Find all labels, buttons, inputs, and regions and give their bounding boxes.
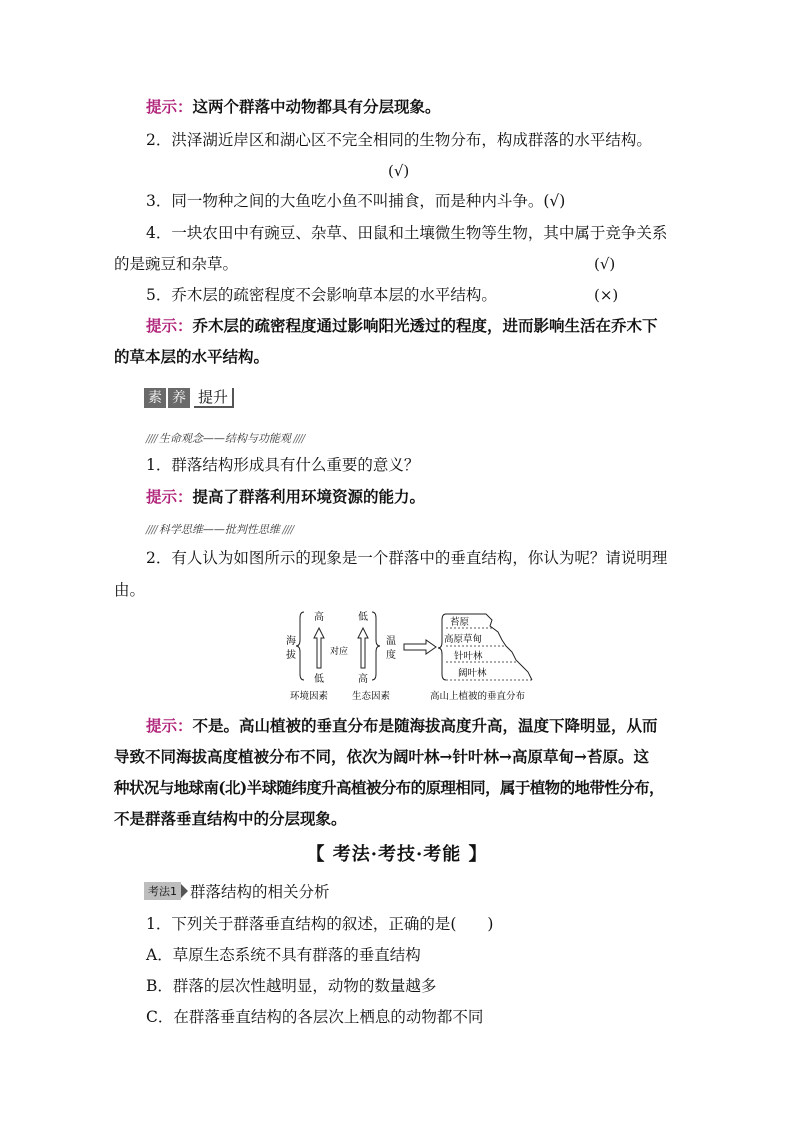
zone-meadow: 高原草甸: [444, 634, 483, 645]
kaofa-badge: 考法1: [144, 882, 181, 900]
kaofa-title: 群落结构的相关分析: [190, 883, 330, 901]
kaofa-arrow-icon: [181, 884, 188, 898]
mc-option-c: C．在群落垂直结构的各层次上栖息的动物都不同: [146, 1008, 484, 1026]
tag-life-concept: //// 生命观念——结构与功能观 ////: [146, 432, 305, 445]
section-hint-2-line4: 不是群落垂直结构中的分层现象。: [114, 809, 347, 828]
left-brace: [296, 612, 304, 680]
mc-option-a: A．草原生态系统不具有群落的垂直结构: [146, 946, 421, 964]
hint-paragraph-1: [146, 97, 441, 117]
caption-env-factor: 环境因素: [290, 691, 329, 702]
right-brace: [372, 612, 380, 680]
question-5: 5．乔木层的疏密程度不会影响草本层的水平结构。: [146, 286, 497, 304]
mountain-brace: [438, 614, 446, 680]
question-4-line2: 的是豌豆和杂草。: [114, 255, 239, 273]
badge-char-1: 素: [144, 388, 166, 408]
kaofa-row: [144, 880, 330, 902]
tag-text: 生命观念——结构与功能观: [158, 432, 291, 445]
section-question-2-line1: 2．有人认为如图所示的现象是一个群落中的垂直结构，你认为呢？请说明理: [146, 549, 668, 567]
question-2: 2．洪泽湖近岸区和湖心区不完全相同的生物分布，构成群落的水平结构。: [146, 131, 652, 149]
hint-paragraph-5-line1: [146, 316, 658, 336]
altitude-label-1: 海: [286, 636, 296, 647]
hint-label: 提示：: [146, 716, 193, 735]
high-label-1: 高: [314, 612, 324, 623]
hint-paragraph-5-line2: 的草本层的水平结构。: [114, 347, 270, 366]
high-label-2: 高: [358, 674, 368, 685]
section-hint-2-line1: [146, 716, 658, 736]
question-4-mark: (√): [594, 255, 616, 273]
zone-tundra: 苔原: [450, 617, 470, 628]
hint-label: 提示：: [146, 487, 193, 506]
zone-conifer: 针叶林: [454, 651, 483, 662]
section-badge: [144, 386, 234, 408]
caption-eco-factor: 生态因素: [352, 691, 391, 702]
badge-char-2: 养: [168, 388, 190, 408]
section-heading: 【 考法·考技·考能 】: [306, 844, 488, 865]
hint-text: 乔木层的疏密程度通过影响阳光透过的程度，进而影响生活在乔木下: [192, 316, 658, 335]
correspond-label: 对应: [330, 647, 349, 657]
question-4-line1: 4．一块农田中有豌豆、杂草、田鼠和土壤微生物等生物，其中属于竞争关系: [146, 224, 668, 242]
hint-label: 提示：: [146, 97, 193, 116]
section-question-2-line2: 由。: [114, 581, 146, 599]
temperature-label-2: 度: [386, 650, 396, 661]
low-label-1: 低: [314, 674, 324, 685]
question-3: 3．同一物种之间的大鱼吃小鱼不叫捕食，而是种内斗争。(√): [146, 192, 566, 210]
hint-text: 这两个群落中动物都具有分层现象。: [192, 97, 441, 116]
right-arrow: [404, 640, 436, 654]
question-5-mark: (×): [594, 286, 619, 304]
hint-text: 提高了群落利用环境资源的能力。: [192, 487, 426, 506]
question-2-mark: (√): [388, 162, 410, 180]
tag-text: 科学思维——批判性思维: [158, 523, 280, 536]
section-hint-2-line2: 导致不同海拔高度植被分布不同，依次为阔叶林→针叶林→高原草甸→苔原。这: [114, 747, 649, 766]
section-hint-1: [146, 487, 425, 507]
hint-text: 不是。高山植被的垂直分布是随海拔高度升高，温度下降明显，从而: [192, 716, 658, 735]
caption-mountain: 高山上植被的垂直分布: [430, 691, 526, 702]
temperature-label-1: 温: [386, 636, 396, 647]
low-label-2: 低: [358, 612, 368, 623]
mc-option-b: B．群落的层次性越明显，动物的数量越多: [146, 977, 437, 995]
mc-question: 1．下列关于群落垂直结构的叙述，正确的是( ): [146, 915, 494, 933]
section-question-1: 1．群落结构形成具有什么重要的意义？: [146, 456, 420, 474]
tag-scientific-thinking: //// 科学思维——批判性思维 ////: [146, 523, 294, 536]
vegetation-diagram: [280, 606, 550, 706]
section-hint-2-line3: 种状况与地球南(北)半球随纬度升高植被分布的原理相同，属于植物的地带性分布，: [114, 778, 664, 797]
hint-label: 提示：: [146, 316, 193, 335]
altitude-label-2: 拔: [286, 650, 296, 661]
badge-tail: 提升: [194, 388, 234, 408]
up-arrow-altitude: [314, 628, 324, 668]
up-arrow-temperature: [358, 628, 368, 668]
zone-broadleaf: 阔叶林: [458, 668, 487, 679]
